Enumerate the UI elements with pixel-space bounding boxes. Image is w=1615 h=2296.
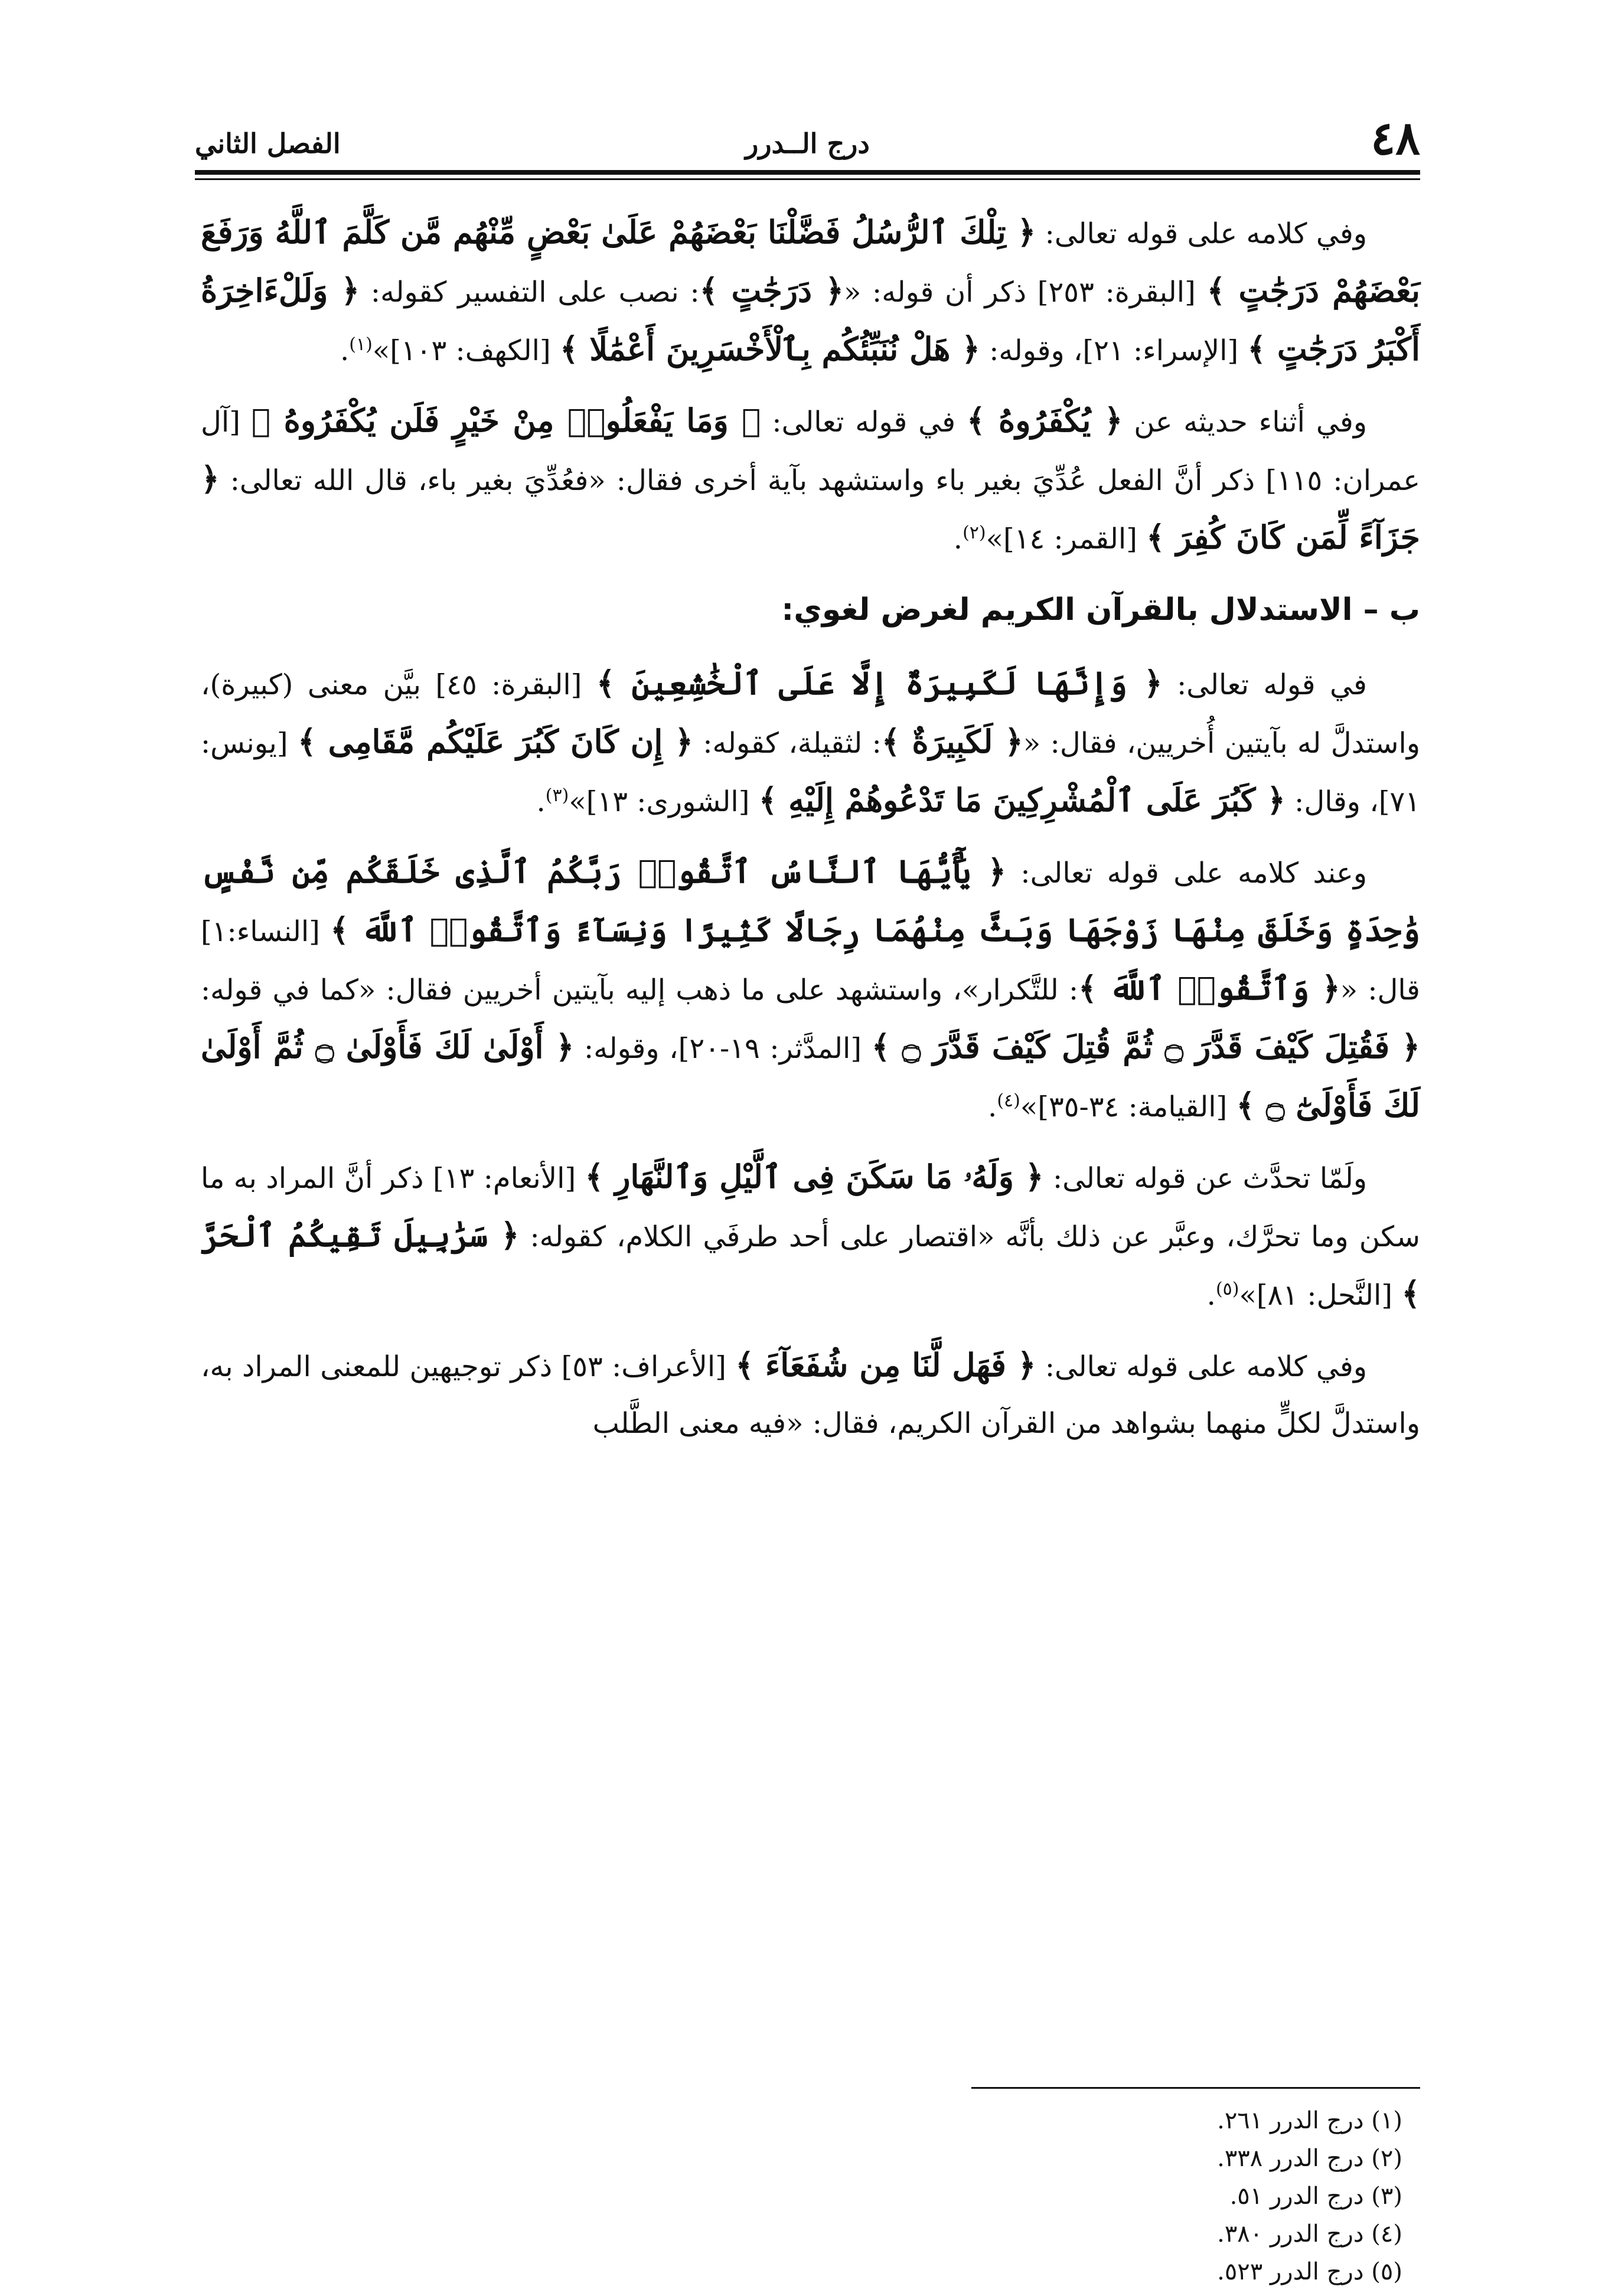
footnote-ref[interactable]: (٣) <box>545 785 569 806</box>
text: : لثقيلة، كقوله: <box>693 727 882 760</box>
text: وعند كلامه على قوله تعالى: <box>1006 857 1367 890</box>
text: [يونس: ٧١]، وقال: <box>201 727 1420 818</box>
quran-verse: ﴿ هَلْ نُنَبِّئُكُم بِٱلْأَخْسَرِينَ أَعْمَٰلًا ﴾ <box>559 330 980 368</box>
page-number: ٤٨ <box>1371 112 1420 165</box>
text: [البقرة: ٤٥] بيَّن معنى (كبيرة)، واستدلَّ له بآيتين أُخريين، فقال: « <box>201 668 1420 760</box>
footnote-3: (٣) درج الدرر ٥١. <box>1229 2183 1402 2210</box>
text: في قوله تعالى: <box>1162 668 1367 701</box>
paragraph-2: وفي أثناء حديثه عن ﴿ يُكْفَرُوهُ ﴾ في قوله تعالى: ﴿ وَمَا يَفْعَلُوا۟ مِنْ خَيْرٍ فَلَن يُكْفَرُوهُ ﴾ [آل عمران: ١١٥] ذكر أنَّ الفعل عُدِّيَ بغير باء واستشهد بآية أخرى فقال: «فعُدِّيَ بغير باء، قال الله تعالى: ﴿ جَزَآءً لِّمَن كَانَ كُفِرَ ﴾ [القمر: ١٤]»$^{(٢)}$. <box>201 401 1421 556</box>
text: [القيامة: ٣٤-٣٥]» <box>1020 1090 1236 1123</box>
text: [النساء:١] قال: « <box>201 915 1420 1007</box>
paragraph-6 <box>201 1337 1420 1452</box>
quran-verse: ﴿ جَزَآءً لِّمَن كَانَ كُفِرَ ﴾ <box>201 460 1420 556</box>
footnote-ref[interactable]: (١) <box>349 334 373 355</box>
quran-verse: ﴿ يُكْفَرُوهُ ﴾ <box>966 401 1123 439</box>
footnote-ref[interactable]: (٤) <box>997 1090 1020 1111</box>
text: في قوله تعالى: <box>761 406 967 439</box>
quran-verse: ﴿ وَٱتَّقُوا۟ ٱللَّهَ ﴾ <box>1078 969 1340 1007</box>
text: [الشورى: ١٣]» <box>569 785 759 818</box>
text: [الإسراء: ٢١]، وقوله: <box>980 334 1248 367</box>
chapter-title: الفصل الثاني <box>195 128 341 159</box>
footnote-1: (١) درج الدرر ٢٦١. <box>1217 2107 1402 2134</box>
text: [النَّحل: ٨١]» <box>1239 1279 1402 1312</box>
header-rule-thick <box>195 170 1420 175</box>
quran-verse: ﴿ وَلَهُۥ مَا سَكَنَ فِى ٱلَّيْلِ وَٱلنَّهَارِ ﴾ <box>585 1158 1044 1196</box>
text: [آل عمران: ١١٥] ذكر أنَّ الفعل عُدِّيَ بغير باء واستشهد بآية أخرى فقال: «فعُدِّيَ بغير باء، قال الله تعالى: <box>201 406 1421 497</box>
text: [البقرة: ٢٥٣] ذكر أن قوله: « <box>843 276 1207 309</box>
main-text <box>201 204 1420 1465</box>
text: [الأعراف: ٥٣] ذكر توجيهين للمعنى المراد به، واستدلَّ لكلٍّ منهما بشواهد من القرآن الكريم، فقال: «فيه معنى الطَّلب <box>201 1350 1420 1440</box>
text: [الأنعام: ١٣] ذكر أنَّ المراد به ما سكن وما تحرَّك، وعبَّر عن ذلك بأنَّه «اقتصار على أحد طرفَي الكلام، كقوله: <box>201 1162 1420 1253</box>
quran-verse: ﴿ لَكَبِيرَةٌ ﴾ <box>881 723 1023 760</box>
quran-verse: ﴿ فَهَل لَّنَا مِن شُفَعَآءَ ﴾ <box>735 1346 1036 1384</box>
text: وفي كلامه على قوله تعالى: <box>1036 1350 1368 1383</box>
footnotes-list <box>812 2102 1402 2291</box>
quran-verse: ﴿ دَرَجَٰتٍ ﴾ <box>699 272 844 309</box>
paragraph-1: وفي كلامه على قوله تعالى: ﴿ تِلْكَ ٱلرُّسُلُ فَضَّلْنَا بَعْضَهُمْ عَلَىٰ بَعْضٍ مِّنْهُم مَّن كَلَّمَ ٱللَّهُ وَرَفَعَ بَعْضَهُمْ دَرَجَٰتٍ ﴾ [البقرة: ٢٥٣] ذكر أن قوله: «﴿ دَرَجَٰتٍ ﴾: نصب على التفسير كقوله: ﴿ وَلَلْءَاخِرَةُ أَكْبَرُ دَرَجَٰتٍ ﴾ [الإسراء: ٢١]، وقوله: ﴿ هَلْ نُنَبِّئُكُم بِٱلْأَخْسَرِينَ أَعْمَٰلًا ﴾ [الكهف: ١٠٣]»$^{(١)}$. <box>201 213 1420 368</box>
text: وفي كلامه على قوله تعالى: <box>1036 217 1368 250</box>
quran-verse: ﴿ فَقُتِلَ كَيْفَ قَدَّرَ ۝ ثُمَّ قُتِلَ كَيْفَ قَدَّرَ ۝ ﴾ <box>871 1028 1421 1066</box>
paragraph-4: وعند كلامه على قوله تعالى: ﴿ يَٰٓأَيُّهَا ٱلنَّاسُ ٱتَّقُوا۟ رَبَّكُمُ ٱلَّذِى خَلَقَكُم مِّن نَّفْسٍ وَٰحِدَةٍ وَخَلَقَ مِنْهَا زَوْجَهَا وَبَثَّ مِنْهُمَا رِجَالًا كَثِيرًا وَنِسَآءً وَٱتَّقُوا۟ ٱللَّهَ ﴾ [النساء:١] قال: «﴿ وَٱتَّقُوا۟ ٱللَّهَ ﴾: للتَّكرار»، واستشهد على ما ذهب إليه بآيتين أخريين فقال: «كما في قوله: ﴿ فَقُتِلَ كَيْفَ قَدَّرَ ۝ ثُمَّ قُتِلَ كَيْفَ قَدَّرَ ۝ ﴾ [المدَّثر: ١٩-٢٠]، وقوله: ﴿ أَوْلَىٰ لَكَ فَأَوْلَىٰ ۝ ثُمَّ أَوْلَىٰ لَكَ فَأَوْلَىٰٓ ۝ ﴾ [القيامة: ٣٤-٣٥]»$^{(٤)}$. <box>201 853 1421 1124</box>
section-heading: ب – الاستدلال بالقرآن الكريم لغرض لغوي: <box>781 592 1420 628</box>
paragraph-5: ولَمّا تحدَّث عن قوله تعالى: ﴿ وَلَهُۥ مَا سَكَنَ فِى ٱلَّيْلِ وَٱلنَّهَارِ ﴾ [الأنعام: ١٣] ذكر أنَّ المراد به ما سكن وما تحرَّك، وعبَّر عن ذلك بأنَّه «اقتصار على أحد طرفَي الكلام، كقوله: ﴿ سَرَٰبِيلَ تَقِيكُمُ ٱلْحَرَّ ﴾ [النَّحل: ٨١]»$^{(٥)}$. <box>201 1158 1420 1312</box>
text: [القمر: ١٤]» <box>986 522 1147 556</box>
text: ولَمّا تحدَّث عن قوله تعالى: <box>1043 1162 1368 1195</box>
quran-verse: ﴿ إِن كَانَ كَبُرَ عَلَيْكُم مَّقَامِى ﴾ <box>298 723 693 760</box>
quran-verse: ﴿ وَمَا يَفْعَلُوا۟ مِنْ خَيْرٍ فَلَن يُكْفَرُوهُ ﴾ <box>251 401 761 439</box>
quran-verse: ﴿ أَوْلَىٰ لَكَ فَأَوْلَىٰ ۝ ثُمَّ أَوْلَىٰ لَكَ فَأَوْلَىٰٓ ۝ ﴾ <box>201 1028 1420 1124</box>
footnote-separator <box>971 2087 1420 2089</box>
footnote-ref[interactable]: (٢) <box>963 522 986 543</box>
footnote-4: (٤) درج الدرر ٣٨٠. <box>1217 2220 1402 2248</box>
book-title: درج الــدرر <box>745 128 870 159</box>
footnote-5: (٥) درج الدرر ٥٢٣. <box>1217 2258 1402 2285</box>
quran-verse: ﴿ وَإِنَّهَا لَكَبِيرَةٌ إِلَّا عَلَى ٱلْخَٰشِعِينَ ﴾ <box>596 664 1163 702</box>
text: [الكهف: ١٠٣]» <box>372 334 560 367</box>
text: : للتَّكرار»، واستشهد على ما ذهب إليه بآيتين أخريين فقال: «كما في قوله: <box>201 974 1079 1007</box>
footnote-2: (٢) درج الدرر ٣٣٨. <box>1217 2145 1402 2172</box>
quran-verse: ﴿ سَرَٰبِيلَ تَقِيكُمُ ٱلْحَرَّ ﴾ <box>201 1216 1420 1312</box>
text: : نصب على التفسير كقوله: <box>360 276 700 309</box>
quran-verse: ﴿ تِلْكَ ٱلرُّسُلُ فَضَّلْنَا بَعْضَهُمْ عَلَىٰ بَعْضٍ مِّنْهُم مَّن كَلَّمَ ٱللَّهُ وَرَفَعَ بَعْضَهُمْ دَرَجَٰتٍ ﴾ <box>201 213 1420 309</box>
quran-verse: ﴿ وَلَلْءَاخِرَةُ أَكْبَرُ دَرَجَٰتٍ ﴾ <box>201 272 1420 368</box>
text: [المدَّثر: ١٩-٢٠]، وقوله: <box>574 1032 872 1065</box>
running-header <box>195 106 1420 183</box>
header-rule-thin <box>195 178 1420 180</box>
paragraph-3: في قوله تعالى: ﴿ وَإِنَّهَا لَكَبِيرَةٌ إِلَّا عَلَى ٱلْخَٰشِعِينَ ﴾ [البقرة: ٤٥] بيَّن معنى (كبيرة)، واستدلَّ له بآيتين أُخريين، فقال: «﴿ لَكَبِيرَةٌ ﴾: لثقيلة، كقوله: ﴿ إِن كَانَ كَبُرَ عَلَيْكُم مَّقَامِى ﴾ [يونس: ٧١]، وقال: ﴿ كَبُرَ عَلَى ٱلْمُشْرِكِينَ مَا تَدْعُوهُمْ إِلَيْهِ ﴾ [الشورى: ١٣]»$^{(٣)}$. <box>201 664 1420 819</box>
text: وفي أثناء حديثه عن <box>1123 406 1368 439</box>
quran-verse: ﴿ كَبُرَ عَلَى ٱلْمُشْرِكِينَ مَا تَدْعُوهُمْ إِلَيْهِ ﴾ <box>758 781 1286 819</box>
quran-verse: ﴿ يَٰٓأَيُّهَا ٱلنَّاسُ ٱتَّقُوا۟ رَبَّكُمُ ٱلَّذِى خَلَقَكُم مِّن نَّفْسٍ وَٰحِدَةٍ وَخَلَقَ مِنْهَا زَوْجَهَا وَبَثَّ مِنْهُمَا رِجَالًا كَثِيرًا وَنِسَآءً وَٱتَّقُوا۟ ٱللَّهَ ﴾ <box>201 853 1420 949</box>
footnote-ref[interactable]: (٥) <box>1215 1279 1239 1299</box>
